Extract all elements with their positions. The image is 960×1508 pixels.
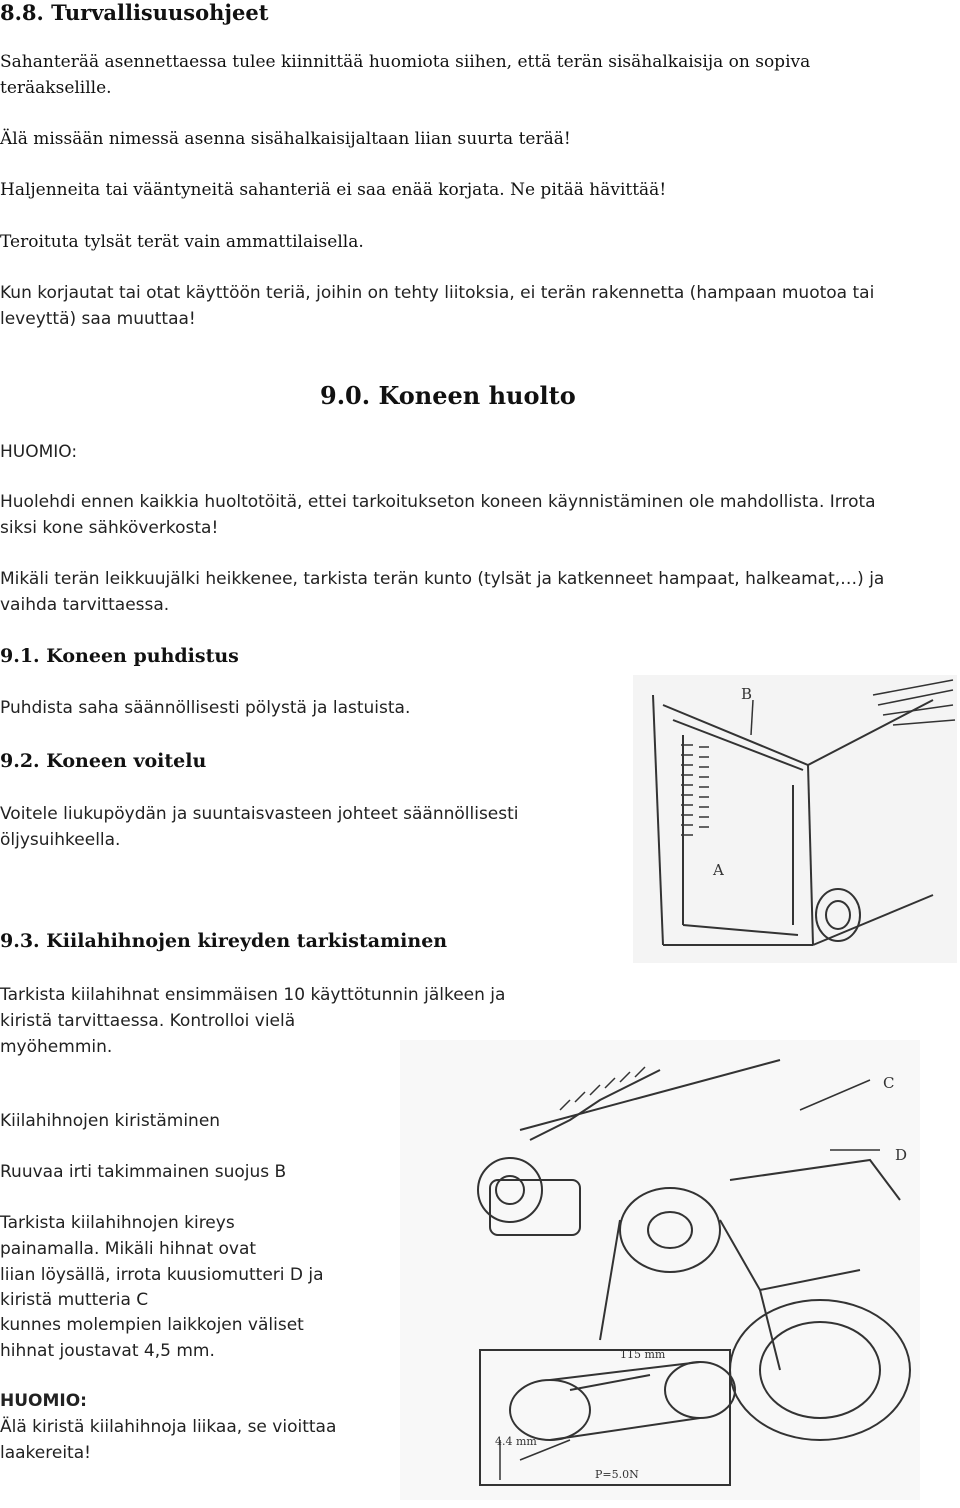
instruction-line: Tarkista kiilahihnojen kireys [0,1213,235,1233]
machine-cabinet-figure [633,675,957,963]
paragraph: Haljenneita tai vääntyneitä sahanteriä ei saa enää korjata. Ne pitää hävittää! [0,180,667,200]
paragraph-line: Voitele liukupöydän ja suuntaisvasteen johteet säännöllisesti [0,804,519,824]
paragraph-line: leveyttä) saa muuttaa! [0,309,196,329]
instruction-line: painamalla. Mikäli hihnat ovat [0,1239,257,1259]
figure-label-d: D [895,1146,908,1164]
instruction-line: liian löysällä, irrota kuusiomutteri D ja [0,1265,324,1285]
instruction-step: Ruuvaa irti takimmainen suojus B [0,1162,287,1182]
paragraph-line: myöhemmin. [0,1037,113,1057]
belt-drive-figure [400,1040,920,1500]
section-heading-9-1: 9.1. Koneen puhdistus [0,645,239,667]
note-label: HUOMIO: [0,442,78,462]
paragraph-line: kiristä tarvittaessa. Kontrolloi vielä [0,1011,296,1031]
sub-heading: Kiilahihnojen kiristäminen [0,1111,221,1131]
section-heading-9-3: 9.3. Kiilahihnojen kireyden tarkistaminen [0,930,448,952]
figure-label-a: A [713,861,724,879]
paragraph-line: öljysuihkeella. [0,830,121,850]
paragraph-line: Kun korjautat tai otat käyttöön teriä, joihin on tehty liitoksia, ei terän rakennetta (hampaan muotoa tai [0,283,875,303]
instruction-line: kunnes molempien laikkojen väliset [0,1315,304,1335]
section-heading-9-2: 9.2. Koneen voitelu [0,750,207,772]
paragraph-line: vaihda tarvittaessa. [0,595,170,615]
section-heading-9-0: 9.0. Koneen huolto [320,381,576,410]
dimension-label: 4.4 mm [495,1435,537,1448]
figure-label-b: B [741,685,753,703]
paragraph-line: teräakselille. [0,78,112,98]
warning-line: laakereita! [0,1443,91,1463]
instruction-line: hihnat joustavat 4,5 mm. [0,1341,215,1361]
paragraph-line: Sahanterää asennettaessa tulee kiinnittää huomiota siihen, että terän sisähalkaisija on sopiva [0,52,811,72]
warning-line: Älä kiristä kiilahihnoja liikaa, se vioittaa [0,1417,337,1437]
dimension-label: 115 mm [620,1348,666,1361]
paragraph-line: Mikäli terän leikkuujälki heikkenee, tarkista terän kunto (tylsät ja katkenneet hampaat, halkeamat,…) ja [0,569,885,589]
paragraph-line: siksi kone sähköverkosta! [0,518,219,538]
paragraph: Älä missään nimessä asenna sisähalkaisijaltaan liian suurta terää! [0,129,571,149]
instruction-line: kiristä mutteria C [0,1290,149,1310]
dimension-label: P=5.0N [595,1468,639,1481]
paragraph-line: Tarkista kiilahihnat ensimmäisen 10 käyttötunnin jälkeen ja [0,985,506,1005]
figure-label-c: C [883,1074,895,1092]
paragraph: Teroituta tylsät terät vain ammattilaisella. [0,232,364,252]
paragraph-line: Huolehdi ennen kaikkia huoltotöitä, ettei tarkoitukseton koneen käynnistäminen ole mahdollista. Irrota [0,492,876,512]
warning-label: HUOMIO: [0,1391,87,1411]
section-heading-8-8: 8.8. Turvallisuusohjeet [0,0,269,25]
paragraph: Puhdista saha säännöllisesti pölystä ja lastuista. [0,698,411,718]
